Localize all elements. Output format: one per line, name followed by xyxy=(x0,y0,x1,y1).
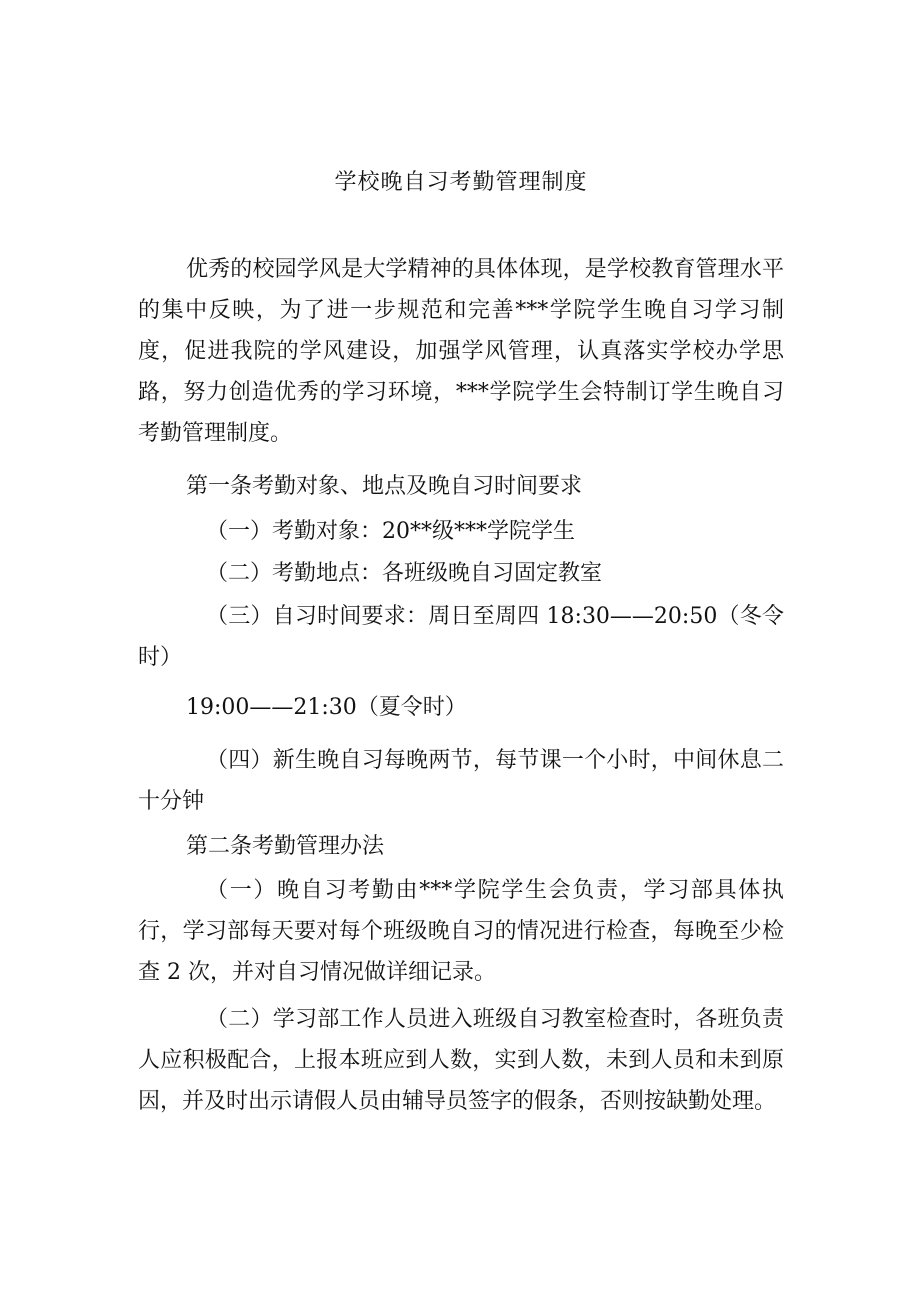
paragraph-item-1-1: （一）考勤对象：20**级***学院学生 xyxy=(206,519,575,544)
paragraph-article-1: 第一条考勤对象、地点及晚自习时间要求 xyxy=(186,474,583,499)
paragraph-intro: 优秀的校园学风是大学精神的具体体现，是学校教育管理水平的集中反映，为了进一步规范和完善***学院学生晚自习学习制度，促进我院的学风建设，加强学风管理，认真落实学校办学思路，努力创造优秀的学习环境，***学院学生会特制订学生晚自习考勤管理制度。 xyxy=(138,257,784,446)
document-title: 学校晚自习考勤管理制度 xyxy=(334,170,588,195)
paragraph-article-2: 第二条考勤管理办法 xyxy=(186,834,385,859)
paragraph-item-2-2: （二）学习部工作人员进入班级自习教室检查时，各班负责人应积极配合，上报本班应到人数，实到人数，未到人员和未到原因，并及时出示请假人员由辅导员签字的假条，否则按缺勤处理。 xyxy=(138,1007,784,1114)
paragraph-item-1-4: （四）新生晚自习每晚两节，每节课一个小时，中间休息二十分钟 xyxy=(138,748,784,814)
paragraph-item-1-3: （三）自习时间要求：周日至周四 18:30——20:50（冬令时） xyxy=(138,604,784,670)
paragraph-item-2-1: （一）晚自习考勤由***学院学生会负责，学习部具体执行，学习部每天要对每个班级晚自习的情况进行检查，每晚至少检查 2 次，并对自习情况做详细记录。 xyxy=(138,878,784,985)
paragraph-item-1-2: （二）考勤地点：各班级晚自习固定教室 xyxy=(206,561,603,586)
paragraph-summer-time: 19:00——21:30（夏令时） xyxy=(186,695,467,720)
document-page xyxy=(138,0,784,1301)
